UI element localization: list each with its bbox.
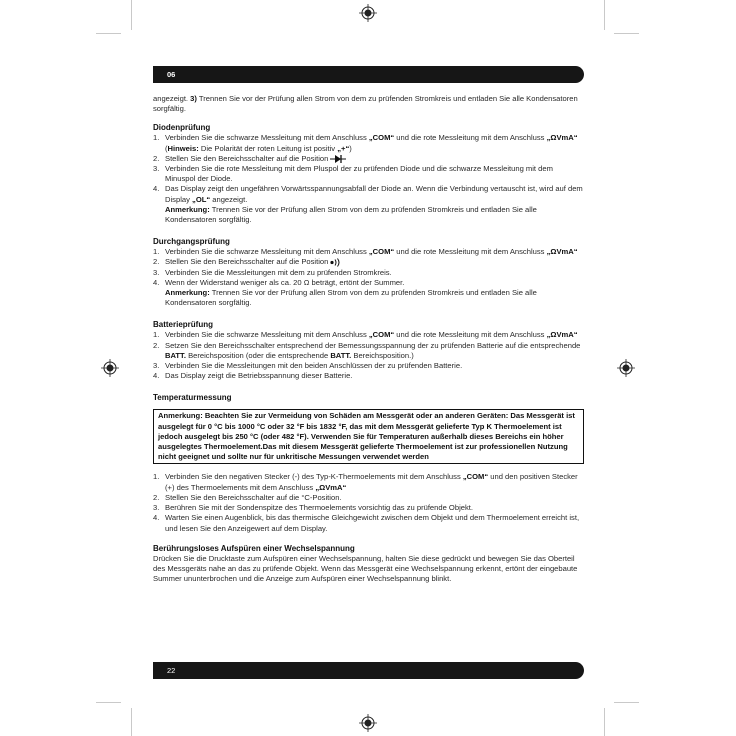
crop-mark-bottom-right-v	[604, 708, 605, 736]
intro-paragraph	[153, 94, 584, 114]
page-number: 22	[167, 666, 176, 675]
diode-symbol-icon	[330, 155, 346, 163]
section-number: 06	[167, 70, 176, 79]
temperature-step-1: 1. Verbinden Sie den negativen Stecker (-) des Typ-K-Thermoelements mit dem Anschluss „COM“ und den positiven Stecker (+) des Thermoelements mit dem Anschluss „ΩVmA“	[153, 472, 578, 492]
intro-text-a: angezeigt.	[153, 94, 191, 103]
registration-mark-right	[617, 359, 635, 377]
diode-step-4: 4. Das Display zeigt den ungefähren Vorwärtsspannungsabfall der Diode an. Wenn die Verbindung vertauscht ist, wird auf dem Display „OL“ angezeigt. Anmerkung: Trennen Sie vor der Prüfung allen Strom von dem zu prüfenden Stromkreis und entladen Sie alle Kondensatoren sorgfältig.	[153, 184, 583, 225]
crop-mark-top-right-h	[614, 33, 639, 34]
heading-ac-detection: Berührungsloses Aufspüren einer Wechselspannung	[153, 543, 355, 553]
battery-step-2: 2. Setzen Sie den Bereichsschalter entsprechend der Bemessungsspannung der zu prüfenden Batterie auf die entsprechende BATT. Bereichsposition (oder die entsprechende BATT. Bereichsposition.)	[153, 340, 581, 360]
intro-step-number: 3)	[190, 94, 197, 103]
heading-temperature: Temperaturmessung	[153, 393, 232, 403]
battery-step-3: 3. Verbinden Sie die Messleitungen mit den beiden Anschlüssen der zu prüfenden Batterie.	[153, 361, 463, 371]
continuity-step-3: 3. Verbinden Sie die Messleitungen mit dem zu prüfenden Stromkreis.	[153, 267, 392, 277]
intro-text-b: Trennen Sie vor der Prüfung allen Strom von dem zu prüfenden Stromkreis und entladen Sie alle Kondensatoren sorgfältig.	[153, 94, 578, 114]
temperature-step-3: 3. Berühren Sie mit der Sondenspitze des Thermoelements vorsichtig das zu prüfende Objekt.	[153, 503, 473, 513]
continuity-steps	[153, 247, 584, 308]
temperature-step-4: 4. Warten Sie einen Augenblick, bis das thermische Gleichgewicht zwischen dem Objekt und dem Thermoelement erreicht ist, und lesen Sie den Anzeigewert auf dem Display.	[153, 513, 580, 533]
header-bar	[153, 66, 584, 83]
temperature-step-2: 2. Stellen Sie den Bereichsschalter auf die °C-Position.	[153, 492, 342, 502]
battery-step-1: 1. Verbinden Sie die schwarze Messleitung mit dem Anschluss „COM“ und die rote Messleitung mit dem Anschluss „ΩVmA“	[153, 330, 578, 340]
ac-detection-paragraph: Drücken Sie die Drucktaste zum Aufspüren einer Wechselspannung, halten Sie diese gedrückt und bewegen Sie das Oberteil des Messgeräts nahe an das zu prüfende Objekt. Wenn das Messgerät eine Wechselspannung erkennt, ertönt der eingebaute Summer ununterbrochen und die Anzeige zum Aufspüren einer Wechselspannung blinkt.	[153, 553, 578, 584]
temperature-steps	[153, 472, 584, 533]
diode-step-2: 2. Stellen Sie den Bereichsschalter auf die Position	[165, 154, 584, 164]
crop-mark-top-left-v	[131, 0, 132, 30]
temperature-warning-box: Anmerkung: Beachten Sie zur Vermeidung von Schäden am Messgerät oder an anderen Geräten: Das Messgerät ist ausgelegt für 0 °C bis 1000 °C oder 32 °F bis 1832 °F, das mit dem Messgerät gelieferte Typ K Thermoelement ist jedoch ausgelegt bis 250 °C (oder 482 °F). Verwenden Sie für Temperaturen außerhalb dieses Bereichs ein höher ausgelegtes Thermoelement.Das mit diesem Messgerät gelieferte Thermoelement ist zur professionellen Nutzung nicht geeignet und sollte nur für unkritische Messungen verwendet werden	[153, 409, 584, 464]
footer-bar	[153, 662, 584, 679]
battery-step-4: 4. Das Display zeigt die Betriebsspannung dieser Batterie.	[153, 371, 353, 381]
crop-mark-top-right-v	[604, 0, 605, 30]
crop-mark-bottom-left-v	[131, 708, 132, 736]
registration-mark-bottom	[359, 714, 377, 732]
continuity-step-2: 2. Stellen Sie den Bereichsschalter auf die Position	[165, 257, 584, 267]
registration-mark-left	[101, 359, 119, 377]
heading-continuity-test: Durchgangsprüfung	[153, 237, 230, 247]
continuity-step-1: 1. Verbinden Sie die schwarze Messleitung mit dem Anschluss „COM“ und die rote Messleitung mit dem Anschluss „ΩVmA“	[153, 247, 578, 257]
registration-mark-top	[359, 4, 377, 22]
battery-steps	[153, 330, 584, 381]
crop-mark-bottom-right-h	[614, 702, 639, 703]
crop-mark-top-left-h	[96, 33, 121, 34]
heading-diode-test: Diodenprüfung	[153, 123, 211, 133]
diode-step-1: 1. Verbinden Sie die schwarze Messleitung mit dem Anschluss „COM“ und die rote Messleitung mit dem Anschluss „ΩVmA“ (Hinweis: Die Polarität der roten Leitung ist positiv „+“)	[153, 133, 578, 153]
crop-mark-bottom-left-h	[96, 702, 121, 703]
buzzer-sound-icon	[330, 258, 342, 267]
diode-step-3: 3. Verbinden Sie die rote Messleitung mit dem Pluspol der zu prüfenden Diode und die schwarze Messleitung mit dem Minuspol der Diode.	[153, 164, 553, 184]
page-content	[153, 94, 584, 584]
heading-battery-test: Batterieprüfung	[153, 320, 213, 330]
continuity-step-4: 4. Wenn der Widerstand weniger als ca. 20 Ω beträgt, ertönt der Summer. Anmerkung: Trennen Sie vor der Prüfung allen Strom von dem zu prüfenden Stromkreis und entladen Sie alle Kondensatoren sorgfältig.	[153, 277, 537, 308]
diode-steps	[153, 133, 584, 225]
